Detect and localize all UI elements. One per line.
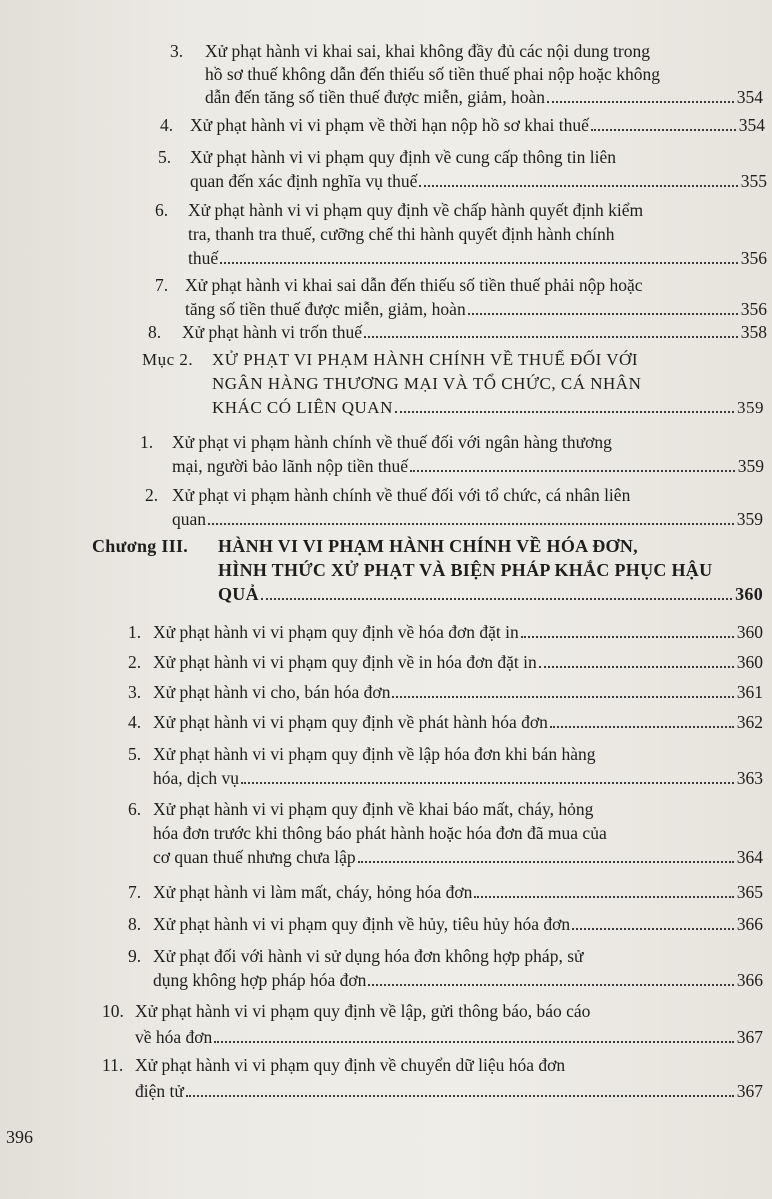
toc-entry-number: 5. — [158, 147, 172, 167]
toc-entry-number: 3. — [128, 682, 142, 702]
dot-leader — [591, 129, 736, 131]
toc-entry-text: Xử phạt hành vi làm mất, cháy, hỏng hóa đơn — [153, 882, 473, 902]
toc-entry-page: 366 — [736, 970, 763, 990]
toc-entry-page: 365 — [736, 882, 763, 902]
toc-entry-text: Xử phạt hành vi trốn thuế — [182, 322, 363, 342]
toc-entry-number: Chương III. — [92, 536, 189, 556]
toc-entry-text: cơ quan thuế nhưng chưa lập — [153, 847, 356, 867]
toc-entry-text: quan — [172, 509, 207, 529]
toc-entry-page: 364 — [736, 847, 763, 867]
toc-entry-text: Xử phạt hành vi vi phạm quy định về in hóa đơn đặt in — [153, 652, 537, 672]
dot-leader — [241, 782, 734, 784]
toc-entry-text: thuế — [188, 248, 219, 268]
dot-leader — [539, 666, 734, 668]
toc-entry — [128, 797, 763, 869]
toc-entry-text: KHÁC CÓ LIÊN QUAN — [212, 398, 393, 417]
toc-entry-text: tra, thanh tra thuế, cưỡng chế thi hành quyết định hành chính — [188, 224, 615, 244]
toc-entry-text: HÌNH THỨC XỬ PHẠT VÀ BIỆN PHÁP KHẮC PHỤC HẬU — [218, 560, 713, 580]
page-number: 396 — [6, 1127, 33, 1147]
toc-entry — [102, 1052, 763, 1104]
dot-leader — [358, 861, 734, 863]
toc-entry-page: 354 — [738, 115, 765, 135]
toc-entry-number: 8. — [148, 322, 162, 342]
toc-entry-page: 362 — [736, 712, 763, 732]
toc-entry-number: 6. — [155, 200, 169, 220]
toc-entry — [128, 680, 763, 704]
toc-entry-text: QUẢ — [218, 584, 259, 604]
toc-entry-page: 356 — [740, 299, 767, 319]
toc-entry-number: 1. — [140, 432, 154, 452]
toc-entry — [155, 198, 767, 270]
toc-entry-number: 7. — [155, 275, 169, 295]
toc-entry-text: Xử phạt hành vi vi phạm quy định về hóa đơn đặt in — [153, 622, 519, 642]
toc-entry-page: 359 — [737, 398, 764, 417]
toc-entry-number: 4. — [160, 115, 174, 135]
toc-entry-number: 11. — [102, 1055, 124, 1075]
dot-leader — [395, 411, 734, 413]
toc-entry-text: Xử phạt hành vi vi phạm về thời hạn nộp hồ sơ khai thuế — [190, 115, 589, 135]
toc-entry — [170, 40, 763, 109]
toc-entry-text: Xử phạt hành vi vi phạm quy định về cung cấp thông tin liên — [190, 147, 617, 167]
toc-entry — [102, 998, 763, 1050]
toc-entry — [128, 650, 763, 674]
toc-entry-page: 366 — [736, 914, 763, 934]
toc-entry — [128, 912, 763, 936]
toc-entry-text: Xử phạt hành vi vi phạm quy định về hủy, tiêu hủy hóa đơn — [153, 914, 571, 934]
toc-entry-page: 367 — [736, 1081, 763, 1101]
toc-entry — [128, 880, 763, 904]
toc-entry-text: XỬ PHẠT VI PHẠM HÀNH CHÍNH VỀ THUẾ ĐỐI VỚI — [212, 350, 638, 369]
toc-entry — [92, 534, 763, 606]
dot-leader — [419, 185, 737, 187]
toc-entry-page: 355 — [740, 171, 767, 191]
toc-entry-text: NGÂN HÀNG THƯƠNG MẠI VÀ TỔ CHỨC, CÁ NHÂN — [212, 374, 642, 393]
toc-entry-page: 356 — [740, 248, 767, 268]
toc-entry-page: 363 — [736, 768, 763, 788]
dot-leader — [186, 1095, 734, 1097]
dot-leader — [468, 313, 738, 315]
toc-entry — [142, 348, 764, 420]
toc-entry — [148, 320, 767, 344]
toc-entry — [145, 483, 763, 531]
toc-entry-text: mại, người bảo lãnh nộp tiền thuế — [172, 456, 408, 476]
toc-entry-number: 4. — [128, 712, 142, 732]
toc-entry-text: Xử phạt hành vi vi phạm quy định về chuyển dữ liệu hóa đơn — [135, 1055, 566, 1075]
toc-entry-text: hồ sơ thuế không dẫn đến thiếu số tiền thuế phai nộp hoặc không — [205, 64, 660, 84]
toc-entry — [158, 145, 767, 193]
toc-entry-text: Xử phạt hành vi vi phạm quy định về lập, gửi thông báo, báo cáo — [135, 1001, 591, 1021]
dot-leader — [261, 598, 732, 600]
toc-entry-page: 360 — [735, 584, 763, 604]
dot-leader — [550, 726, 734, 728]
toc-entry-number: 8. — [128, 914, 142, 934]
toc-entry-number: Mục 2. — [142, 350, 194, 369]
dot-leader — [521, 636, 734, 638]
dot-leader — [392, 696, 733, 698]
toc-entry-text: Xử phạt hành vi khai sai, khai không đầy đủ các nội dung trong — [205, 41, 650, 61]
dot-leader — [410, 470, 735, 472]
toc-entry-text: Xử phạt hành vi vi phạm quy định về chấp hành quyết định kiểm — [188, 200, 644, 220]
toc-entry-page: 359 — [736, 509, 763, 529]
toc-entry-text: Xử phạt hành vi vi phạm quy định về lập hóa đơn khi bán hàng — [153, 744, 596, 764]
toc-entry — [128, 944, 763, 992]
toc-entry-text: Xử phạt hành vi vi phạm quy định về khai báo mất, cháy, hỏng — [153, 799, 594, 819]
toc-entry-number: 6. — [128, 799, 142, 819]
toc-entry-number: 7. — [128, 882, 142, 902]
toc-entry-text: tăng số tiền thuế được miễn, giảm, hoàn — [185, 299, 466, 319]
toc-entry — [155, 273, 767, 321]
toc-entry-text: hóa, dịch vụ — [153, 768, 240, 788]
toc-entry-number: 10. — [102, 1001, 124, 1021]
dot-leader — [368, 984, 733, 986]
toc-entry-page: 360 — [736, 622, 763, 642]
toc-entry-text: HÀNH VI VI PHẠM HÀNH CHÍNH VỀ HÓA ĐƠN, — [218, 536, 638, 556]
toc-entry-page: 359 — [737, 456, 764, 476]
toc-entry-text: hóa đơn trước khi thông báo phát hành hoặc hóa đơn đã mua của — [153, 823, 607, 843]
toc-entry-text: về hóa đơn — [135, 1027, 213, 1047]
toc-entry-text: dụng không hợp pháp hóa đơn — [153, 970, 367, 990]
toc-entry — [160, 114, 765, 137]
toc-entry-page: 361 — [736, 682, 763, 702]
dot-leader — [474, 896, 733, 898]
toc-entry-number: 9. — [128, 946, 142, 966]
dot-leader — [208, 523, 734, 525]
toc-entry — [140, 430, 764, 478]
toc-entry-text: điện tử — [135, 1081, 184, 1101]
toc-entry-number: 1. — [128, 622, 142, 642]
toc-entry-page: 358 — [740, 322, 767, 342]
toc-entry-text: quan đến xác định nghĩa vụ thuế — [190, 171, 418, 191]
toc-entry-page: 360 — [736, 652, 763, 672]
toc-entry-number: 2. — [145, 485, 159, 505]
toc-entry — [128, 742, 763, 790]
toc-entry — [128, 620, 763, 644]
toc-entry-page: 367 — [736, 1027, 763, 1047]
dot-leader — [220, 262, 738, 264]
toc-entry-page: 354 — [736, 87, 763, 107]
toc-entry-text: Xử phạt hành vi vi phạm quy định về phát hành hóa đơn — [153, 712, 548, 732]
toc-entry-text: Xử phạt hành vi khai sai dẫn đến thiếu số tiền thuế phải nộp hoặc — [185, 275, 643, 295]
toc-entry-text: Xử phạt vi phạm hành chính về thuế đối với ngân hàng thương — [172, 432, 612, 452]
toc-entry-text: Xử phạt đối với hành vi sử dụng hóa đơn không hợp pháp, sử — [153, 946, 584, 966]
toc-entry — [128, 710, 763, 734]
toc-entry-number: 5. — [128, 744, 142, 764]
dot-leader — [572, 928, 734, 930]
dot-leader — [547, 101, 734, 103]
toc-entry-number: 2. — [128, 652, 142, 672]
dot-leader — [364, 336, 738, 338]
toc-entry-number: 3. — [170, 41, 184, 61]
toc-entry-text: Xử phạt hành vi cho, bán hóa đơn — [153, 682, 391, 702]
toc-entry-text: dẫn đến tăng số tiền thuế được miễn, giảm, hoàn — [205, 87, 545, 107]
toc-entry-text: Xử phạt vi phạm hành chính về thuế đối với tổ chức, cá nhân liên — [172, 485, 631, 505]
dot-leader — [214, 1041, 733, 1043]
